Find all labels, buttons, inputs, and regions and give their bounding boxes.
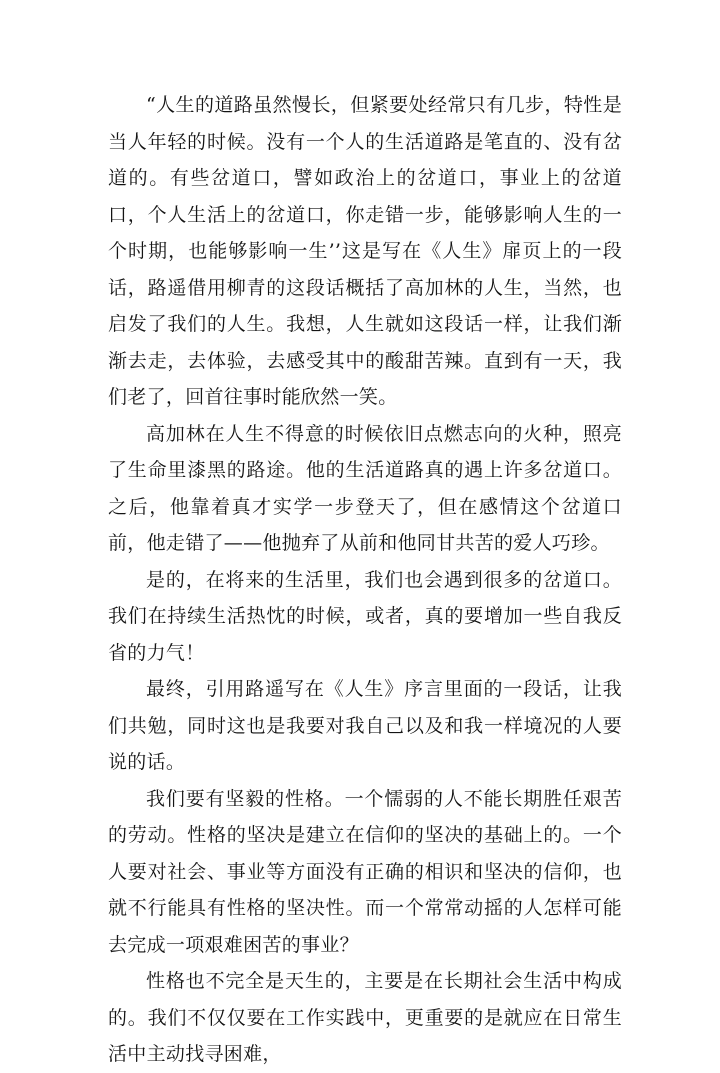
paragraph-5: 我们要有坚毅的性格。一个懦弱的人不能长期胜任艰苦的劳动。性格的坚决是建立在信仰的坚决的基础上的。一个人要对社会、事业等方面没有正确的相识和坚决的信仰，也就不行能具有性格的坚决性。而一个常常动摇的人怎样可能去完成一项艰难困苦的事业？ [108, 787, 622, 956]
paragraph-2: 高加林在人生不得意的时候依旧点燃志向的火种，照亮了生命里漆黑的路途。他的生活道路真的遇上许多岔道口。之后，他靠着真才实学一步登天了，但在感情这个岔道口前，他走错了——他抛弃了从前和他同甘共苦的爱人巧珍。 [108, 422, 622, 554]
paragraph-6: 性格也不完全是天生的，主要是在长期社会生活中构成的。我们不仅仅要在工作实践中，更重要的是就应在日常生活中主动找寻困难， [108, 970, 622, 1065]
paragraph-4: 最终，引用路遥写在《人生》序言里面的一段话，让我们共勉，同时这也是我要对我自己以及和我一样境况的人要说的话。 [108, 678, 622, 773]
paragraph-1: “人生的道路虽然慢长，但紧要处经常只有几步，特性是当人年轻的时候。没有一个人的生活道路是笔直的、没有岔道的。有些岔道口，譬如政治上的岔道口，事业上的岔道口，个人生活上的岔道口，你走错一步，能够影响人生的一个时期，也能够影响一生’’这是写在《人生》扉页上的一段话，路遥借用柳青的这段话概括了高加林的人生，当然，也启发了我们的人生。我想，人生就如这段话一样，让我们渐渐去走，去体验，去感受其中的酸甜苦辣。直到有一天，我们老了，回首往事时能欣然一笑。 [108, 94, 622, 408]
document-body [108, 87, 622, 1073]
paragraph-3: 是的，在将来的生活里，我们也会遇到很多的岔道口。我们在持续生活热忱的时候，或者，真的要增加一些自我反省的力气！ [108, 568, 622, 664]
